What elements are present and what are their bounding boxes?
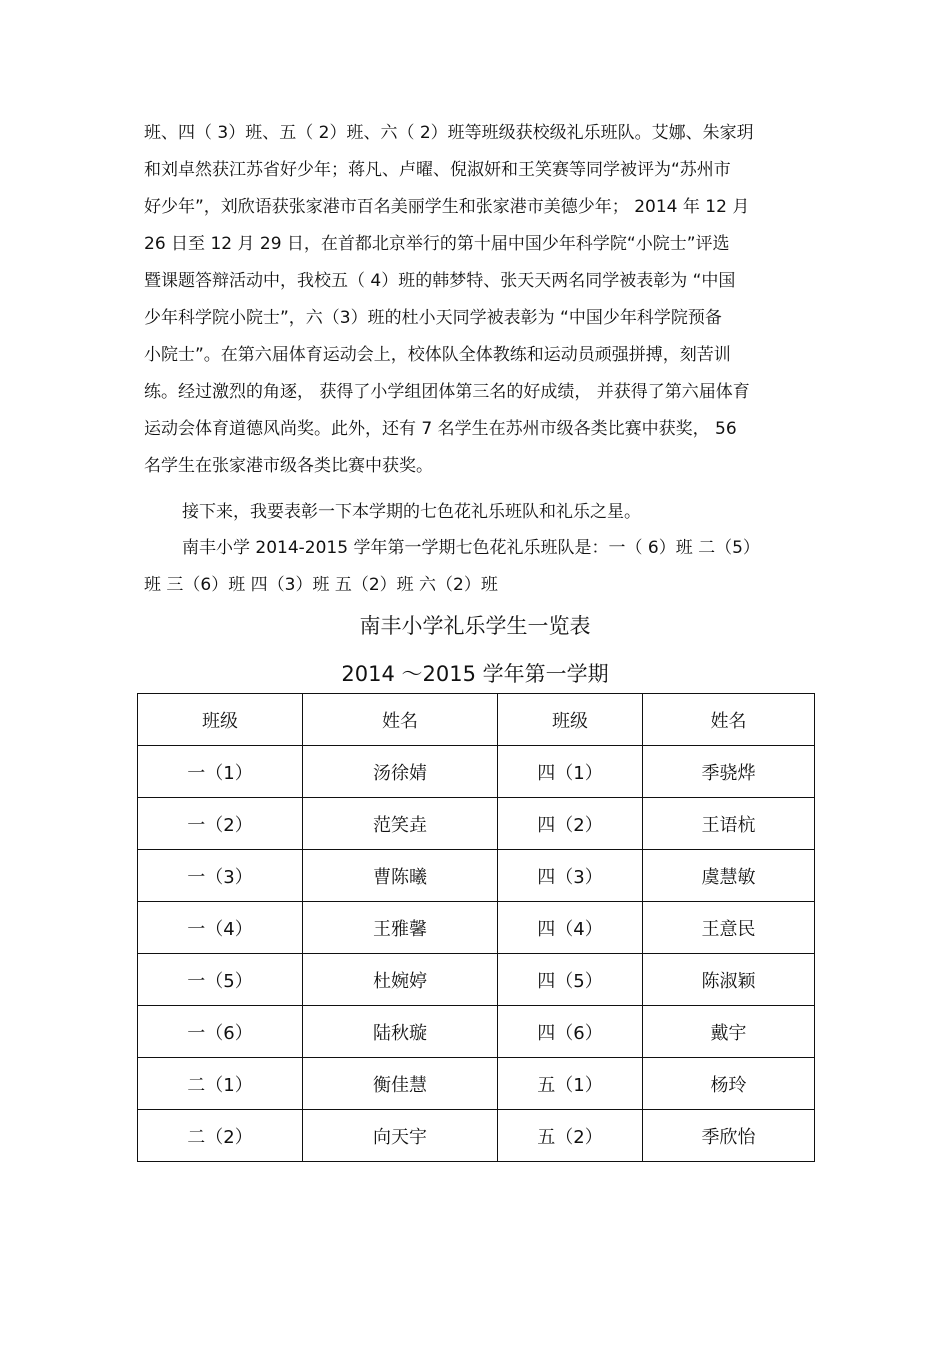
body-paragraph-awards	[144, 115, 810, 485]
table-row	[138, 1006, 815, 1058]
text-line: 26 日至 12 月 29 日，在首都北京举行的第十届中国少年科学院“小院士”评选	[144, 234, 730, 254]
class-cell: 五（2）	[498, 1110, 643, 1162]
class-cell: 一（6）	[138, 1006, 303, 1058]
text-line: 名学生在张家港市级各类比赛中获奖。	[144, 456, 433, 476]
table-row	[138, 798, 815, 850]
table-row	[138, 850, 815, 902]
header-name: 姓名	[303, 694, 498, 746]
class-cell: 四（6）	[498, 1006, 643, 1058]
student-name-cell: 衡佳慧	[303, 1058, 498, 1110]
table-subtitle: 2014 ～2015 学年第一学期	[341, 662, 609, 686]
header-class: 班级	[498, 694, 643, 746]
student-name-cell: 王语杭	[643, 798, 815, 850]
table-row	[138, 902, 815, 954]
class-cell: 四（3）	[498, 850, 643, 902]
student-name-cell: 陆秋璇	[303, 1006, 498, 1058]
student-name-cell: 季骁烨	[643, 746, 815, 798]
student-name-cell: 范笑垚	[303, 798, 498, 850]
class-cell: 一（2）	[138, 798, 303, 850]
table-header-row	[138, 694, 815, 746]
student-name-cell: 杜婉婷	[303, 954, 498, 1006]
student-name-cell: 王意民	[643, 902, 815, 954]
class-cell: 四（5）	[498, 954, 643, 1006]
student-name-cell: 陈淑颖	[643, 954, 815, 1006]
text-line: 好少年”，刘欣语获张家港市百名美丽学生和张家港市美德少年； 2014 年 12 月	[144, 197, 750, 217]
header-class: 班级	[138, 694, 303, 746]
class-cell: 一（4）	[138, 902, 303, 954]
student-name-cell: 向天宇	[303, 1110, 498, 1162]
body-paragraph-classes	[144, 530, 810, 604]
student-name-cell: 杨玲	[643, 1058, 815, 1110]
table-title: 南丰小学礼乐学生一览表	[359, 614, 591, 638]
table-row	[138, 1058, 815, 1110]
text-line: 练。经过激烈的角逐， 获得了小学组团体第三名的好成绩， 并获得了第六届体育	[144, 382, 750, 402]
text-line: 班、四（ 3）班、五（ 2）班、六（ 2）班等班级获校级礼乐班队。艾娜、朱家玥	[144, 123, 754, 143]
text-line: 小院士”。在第六届体育运动会上，校体队全体教练和运动员顽强拼搏，刻苦训	[144, 345, 731, 365]
table-row	[138, 746, 815, 798]
class-cell: 一（1）	[138, 746, 303, 798]
student-name-cell: 戴宇	[643, 1006, 815, 1058]
class-cell: 一（5）	[138, 954, 303, 1006]
text-line: 接下来，我要表彰一下本学期的七色花礼乐班队和礼乐之星。	[182, 502, 641, 522]
student-name-cell: 季欣怡	[643, 1110, 815, 1162]
student-name-cell: 汤徐婧	[303, 746, 498, 798]
class-cell: 一（3）	[138, 850, 303, 902]
class-cell: 二（2）	[138, 1110, 303, 1162]
text-line: 班 三（6）班 四（3）班 五（2）班 六（2）班	[144, 575, 498, 595]
class-cell: 二（1）	[138, 1058, 303, 1110]
text-line: 和刘卓然获江苏省好少年；蒋凡、卢曜、倪淑妍和王笑赛等同学被评为“苏州市	[144, 160, 731, 180]
student-name-cell: 虞慧敏	[643, 850, 815, 902]
class-cell: 五（1）	[498, 1058, 643, 1110]
text-line: 暨课题答辩活动中，我校五（ 4）班的韩梦特、张天天两名同学被表彰为 “中国	[144, 271, 736, 291]
class-cell: 四（4）	[498, 902, 643, 954]
body-paragraph-intro	[144, 494, 810, 531]
table-row	[138, 1110, 815, 1162]
text-line: 少年科学院小院士”，六（3）班的杜小天同学被表彰为 “中国少年科学院预备	[144, 308, 722, 328]
header-name: 姓名	[643, 694, 815, 746]
class-cell: 四（1）	[498, 746, 643, 798]
student-name-cell: 曹陈曦	[303, 850, 498, 902]
student-roster-table	[137, 693, 815, 1162]
text-line: 南丰小学 2014-2015 学年第一学期七色花礼乐班队是：一（ 6）班 二（5）	[182, 538, 760, 558]
class-cell: 四（2）	[498, 798, 643, 850]
student-name-cell: 王雅馨	[303, 902, 498, 954]
text-line: 运动会体育道德风尚奖。此外，还有 7 名学生在苏州市级各类比赛中获奖， 56	[144, 419, 737, 439]
table-row	[138, 954, 815, 1006]
